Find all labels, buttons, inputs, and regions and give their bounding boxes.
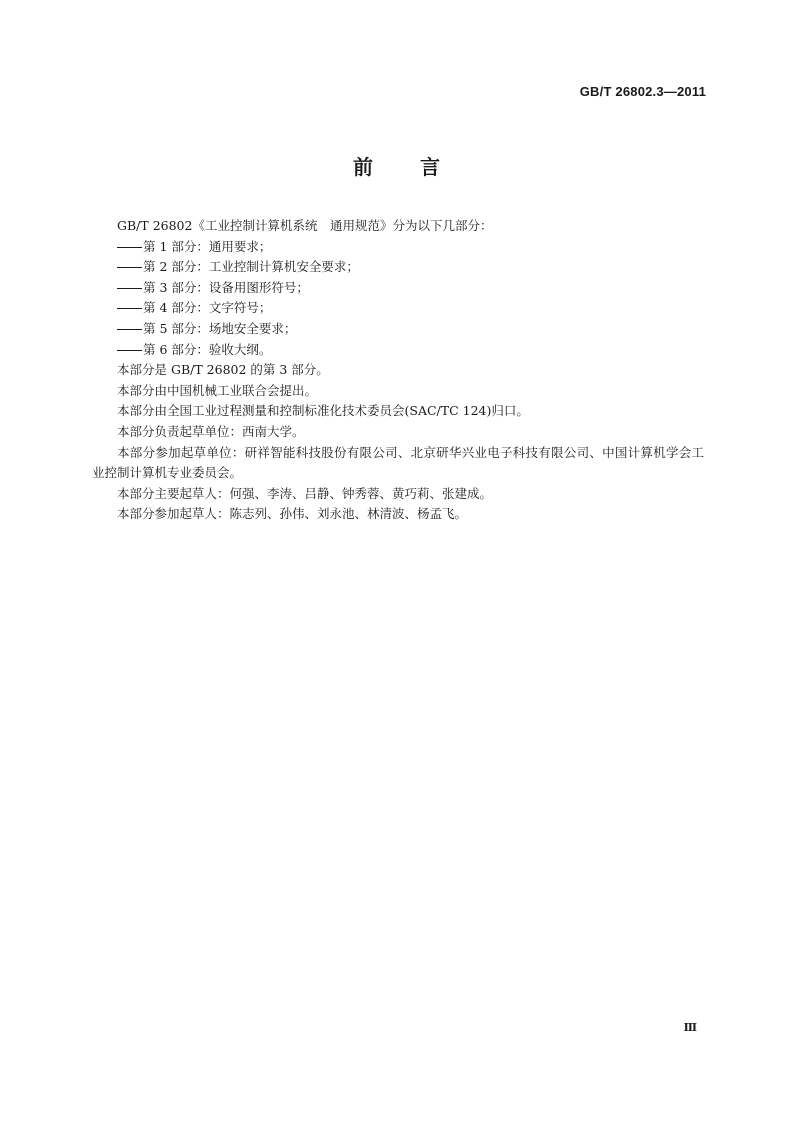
em-dash-mark bbox=[117, 257, 143, 277]
part-list-item bbox=[92, 257, 704, 278]
part-label: 第 6 部分：验收大纲。 bbox=[143, 341, 272, 357]
paragraph-participating-drafters: 本部分参加起草单位：研祥智能科技股份有限公司、北京研华兴业电子科技有限公司、中国计算机学会工业控制计算机专业委员会。 bbox=[92, 444, 704, 481]
page-title bbox=[0, 151, 794, 180]
paragraph-administrator: 本部分由全国工业过程测量和控制标准化技术委员会(SAC/TC 124)归口。 bbox=[117, 403, 529, 419]
title-char-2: 言 bbox=[420, 155, 441, 179]
title-char-1: 前 bbox=[353, 155, 374, 179]
paragraph-lead-drafter: 本部分负责起草单位：西南大学。 bbox=[117, 423, 305, 439]
standard-code: GB/T 26802.3—2011 bbox=[579, 84, 706, 99]
em-dash-mark bbox=[117, 340, 143, 360]
intro-paragraph: GB/T 26802《工业控制计算机系统 通用规范》分为以下几部分： bbox=[117, 218, 493, 233]
em-dash-mark bbox=[117, 319, 143, 339]
part-label: 第 5 部分：场地安全要求； bbox=[143, 320, 297, 336]
paragraph-participating-authors: 本部分参加起草人：陈志列、孙伟、刘永池、林清波、杨孟飞。 bbox=[117, 506, 468, 522]
part-list-item bbox=[92, 319, 704, 340]
paragraph-proposer: 本部分由中国机械工业联合会提出。 bbox=[117, 382, 318, 398]
part-list-item bbox=[92, 237, 704, 258]
paragraph-part-number: 本部分是 GB/T 26802 的第 3 部分。 bbox=[117, 362, 329, 378]
part-list-item bbox=[92, 340, 704, 361]
part-label: 第 4 部分：文字符号； bbox=[143, 300, 272, 316]
part-list-item bbox=[92, 278, 704, 299]
part-list-item bbox=[92, 298, 704, 319]
page-number: Ⅲ bbox=[683, 1021, 697, 1034]
preface-body bbox=[92, 216, 704, 525]
em-dash-mark bbox=[117, 298, 143, 318]
em-dash-mark bbox=[117, 237, 143, 257]
part-label: 第 1 部分：通用要求； bbox=[143, 238, 272, 254]
paragraph-main-authors: 本部分主要起草人：何强、李涛、吕静、钟秀蓉、黄巧莉、张建成。 bbox=[117, 485, 493, 501]
part-label: 第 2 部分：工业控制计算机安全要求； bbox=[143, 259, 359, 275]
em-dash-mark bbox=[117, 278, 143, 298]
part-label: 第 3 部分：设备用图形符号； bbox=[143, 279, 309, 295]
